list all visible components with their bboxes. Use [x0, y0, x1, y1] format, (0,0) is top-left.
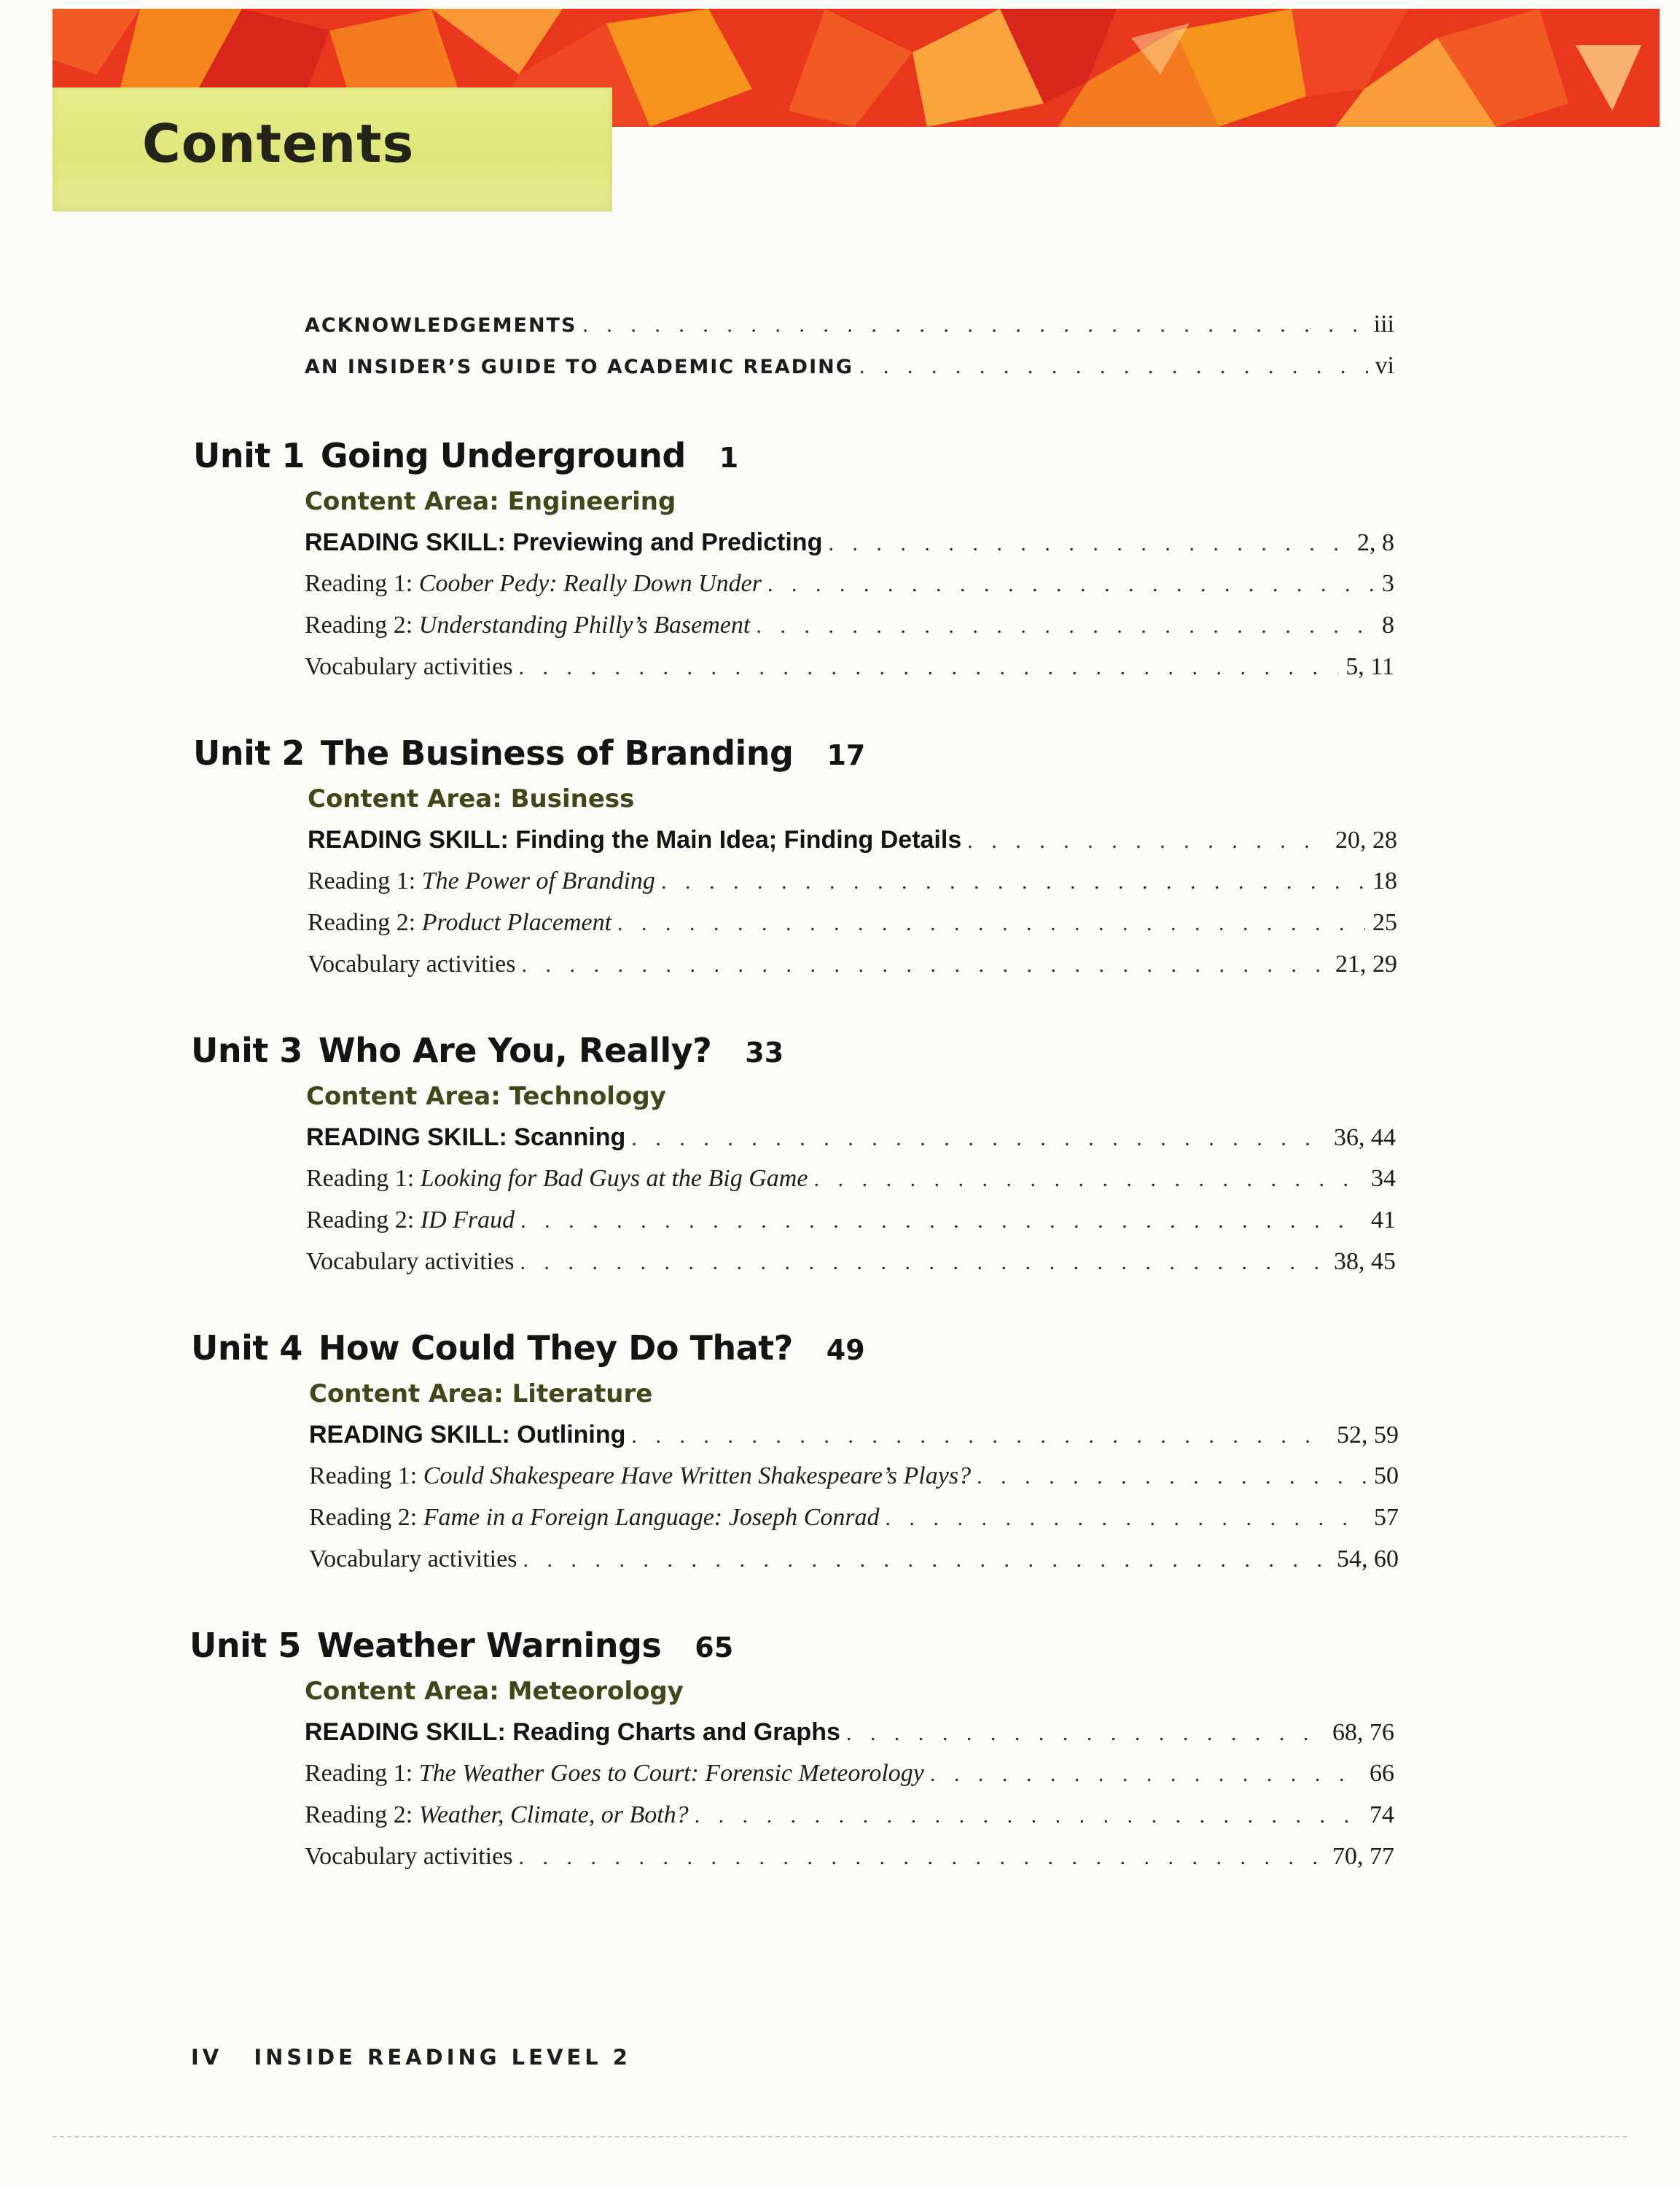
unit-page: 1	[719, 442, 739, 474]
toc-page: 68, 76	[1332, 1719, 1394, 1746]
toc-page: 8	[1382, 612, 1394, 639]
toc-page: 66	[1370, 1760, 1394, 1787]
unit-title: Who Are You, Really?	[318, 1031, 712, 1070]
skill-text: Scanning	[514, 1123, 626, 1151]
toc-label	[309, 1504, 880, 1532]
unit-3-reading-skill[interactable]	[306, 1123, 1396, 1166]
unit-5-reading-2[interactable]	[305, 1801, 1394, 1844]
reading-prefix: Reading 1:	[306, 1165, 415, 1192]
dot-leader	[518, 655, 1338, 680]
toc-page: 20, 28	[1335, 827, 1397, 854]
toc-page: 21, 29	[1335, 951, 1397, 978]
toc-label	[306, 1123, 625, 1152]
toc-page: 54, 60	[1337, 1545, 1399, 1572]
toc-page: 50	[1374, 1462, 1399, 1489]
toc-front-insiders-guide[interactable]	[305, 352, 1394, 394]
toc-label	[305, 1801, 689, 1829]
unit-5-heading[interactable]	[190, 1626, 733, 1665]
unit-page: 33	[745, 1037, 784, 1069]
toc-page: 74	[1370, 1801, 1394, 1828]
dot-leader	[582, 313, 1366, 338]
unit-label: Unit 4	[191, 1328, 302, 1368]
toc-label	[306, 1206, 515, 1234]
toc-page: 25	[1372, 909, 1397, 936]
unit-page: 49	[826, 1334, 865, 1366]
toc-label	[305, 570, 762, 598]
toc-page: 34	[1371, 1165, 1396, 1192]
toc-label	[309, 1421, 625, 1449]
dot-leader	[756, 614, 1375, 639]
toc-label: Vocabulary activities	[306, 1248, 515, 1275]
unit-2-vocabulary[interactable]	[308, 951, 1397, 993]
dot-leader	[695, 1804, 1362, 1828]
dot-leader	[930, 1762, 1362, 1787]
reading-title: Understanding Philly’s Basement	[418, 612, 751, 639]
toc-label: Vocabulary activities	[305, 653, 513, 680]
reading-title: Fame in a Foreign Language: Joseph Conrad	[423, 1504, 880, 1531]
dot-leader	[617, 911, 1365, 936]
toc-page: 18	[1372, 868, 1397, 894]
page-title: Contents	[142, 113, 415, 174]
bottom-rule	[52, 2136, 1627, 2137]
dot-leader	[520, 1250, 1327, 1275]
unit-4-reading-2[interactable]	[309, 1504, 1399, 1546]
page-folio: IV	[191, 2045, 223, 2070]
unit-title: The Business of Branding	[320, 733, 794, 773]
unit-4-vocabulary[interactable]	[309, 1545, 1399, 1588]
toc-label	[308, 826, 961, 854]
dot-leader	[767, 572, 1375, 597]
dot-leader	[631, 1424, 1329, 1449]
book-title: INSIDE READING LEVEL 2	[254, 2045, 631, 2070]
toc-page: 41	[1371, 1206, 1396, 1233]
unit-5-content-area: Content Area: Meteorology	[305, 1677, 684, 1706]
skill-text: Outlining	[517, 1421, 626, 1449]
toc-page: vi	[1375, 352, 1394, 379]
toc-label	[306, 1165, 808, 1193]
unit-4-content-area: Content Area: Literature	[309, 1379, 653, 1408]
dot-leader	[977, 1465, 1367, 1489]
unit-3-heading[interactable]	[191, 1031, 784, 1070]
reading-prefix: Reading 1:	[305, 570, 413, 597]
unit-label: Unit 1	[193, 436, 305, 475]
skill-prefix: READING SKILL:	[309, 1421, 510, 1449]
unit-label: Unit 2	[193, 733, 305, 773]
reading-prefix: Reading 1:	[309, 1462, 418, 1489]
unit-4-reading-1[interactable]	[309, 1462, 1399, 1505]
unit-1-reading-skill[interactable]	[305, 529, 1394, 571]
unit-2-reading-skill[interactable]	[308, 826, 1397, 868]
unit-5-reading-skill[interactable]	[305, 1718, 1394, 1761]
skill-prefix: READING SKILL:	[305, 529, 506, 556]
toc-label	[308, 909, 612, 937]
toc-page: 57	[1374, 1504, 1399, 1531]
unit-1-heading[interactable]	[193, 436, 738, 475]
toc-front-acknowledgements[interactable]	[305, 311, 1394, 353]
toc-label	[305, 1760, 924, 1788]
dot-leader	[886, 1506, 1367, 1531]
toc-label: ACKNOWLEDGEMENTS	[305, 314, 577, 337]
unit-page: 65	[695, 1632, 734, 1664]
unit-label: Unit 5	[190, 1626, 301, 1665]
unit-2-heading[interactable]	[193, 733, 865, 773]
reading-prefix: Reading 1:	[305, 1760, 413, 1787]
toc-label: AN INSIDER’S GUIDE TO ACADEMIC READING	[305, 356, 853, 378]
skill-prefix: READING SKILL:	[306, 1123, 507, 1151]
unit-1-reading-2[interactable]	[305, 612, 1394, 654]
unit-title: How Could They Do That?	[318, 1328, 793, 1368]
toc-label: Vocabulary activities	[305, 1843, 513, 1870]
toc-label	[305, 1718, 840, 1747]
toc-label	[309, 1462, 971, 1490]
unit-2-reading-2[interactable]	[308, 909, 1397, 951]
toc-page: 2, 8	[1357, 529, 1394, 556]
reading-title: The Power of Branding	[421, 868, 655, 894]
toc-page: 38, 45	[1334, 1248, 1396, 1275]
toc-label: Vocabulary activities	[309, 1545, 517, 1572]
unit-3-reading-2[interactable]	[306, 1206, 1396, 1249]
dot-leader	[518, 1845, 1325, 1870]
unit-3-vocabulary[interactable]	[306, 1248, 1396, 1290]
dot-leader	[661, 870, 1365, 894]
toc-label	[308, 868, 655, 895]
dot-leader	[967, 829, 1328, 854]
toc-page: 52, 59	[1337, 1422, 1399, 1449]
dot-leader	[523, 1548, 1329, 1572]
dot-leader	[813, 1167, 1364, 1192]
reading-prefix: Reading 2:	[305, 1801, 413, 1828]
reading-prefix: Reading 2:	[306, 1206, 415, 1233]
page-footer	[191, 2045, 631, 2070]
unit-3-content-area: Content Area: Technology	[306, 1082, 666, 1111]
dot-leader	[520, 1209, 1364, 1233]
unit-title: Going Underground	[320, 436, 686, 475]
unit-page: 17	[827, 739, 866, 771]
reading-prefix: Reading 1:	[308, 868, 416, 894]
toc-page: 70, 77	[1332, 1843, 1394, 1870]
reading-prefix: Reading 2:	[309, 1504, 418, 1531]
dot-leader	[521, 953, 1328, 978]
dot-leader	[631, 1126, 1327, 1151]
skill-prefix: READING SKILL:	[308, 826, 509, 854]
unit-3-reading-1[interactable]	[306, 1165, 1396, 1207]
reading-prefix: Reading 2:	[308, 909, 416, 936]
toc-page: 36, 44	[1334, 1124, 1396, 1151]
reading-title: Weather, Climate, or Both?	[418, 1801, 689, 1828]
unit-1-content-area: Content Area: Engineering	[305, 487, 676, 516]
dot-leader	[828, 531, 1350, 556]
skill-text: Reading Charts and Graphs	[512, 1718, 840, 1746]
toc-label	[305, 612, 750, 639]
toc-page: 3	[1382, 570, 1394, 597]
dot-leader	[846, 1721, 1325, 1746]
toc-label	[305, 529, 822, 557]
unit-title: Weather Warnings	[316, 1626, 662, 1665]
unit-label: Unit 3	[191, 1031, 302, 1070]
reading-prefix: Reading 2:	[305, 612, 413, 639]
toc-label: Vocabulary activities	[308, 951, 516, 978]
unit-5-vocabulary[interactable]	[305, 1843, 1394, 1885]
reading-title: ID Fraud	[420, 1206, 515, 1233]
toc-page: 5, 11	[1345, 653, 1394, 680]
skill-text: Finding the Main Idea; Finding Details	[515, 826, 962, 854]
skill-prefix: READING SKILL:	[305, 1718, 506, 1746]
reading-title: Coober Pedy: Really Down Under	[418, 570, 762, 597]
reading-title: Looking for Bad Guys at the Big Game	[420, 1165, 808, 1192]
toc-page: iii	[1373, 311, 1394, 338]
reading-title: Product Placement	[421, 909, 612, 936]
reading-title: The Weather Goes to Court: Forensic Meteorology	[418, 1760, 924, 1787]
skill-text: Previewing and Predicting	[512, 529, 823, 556]
dot-leader	[859, 354, 1368, 379]
unit-4-reading-skill[interactable]	[309, 1421, 1399, 1463]
unit-1-vocabulary[interactable]	[305, 653, 1394, 695]
unit-1-reading-1[interactable]	[305, 570, 1394, 612]
unit-5-reading-1[interactable]	[305, 1760, 1394, 1802]
reading-title: Could Shakespeare Have Written Shakespeare’s Plays?	[423, 1462, 972, 1489]
unit-2-reading-1[interactable]	[308, 868, 1397, 910]
unit-2-content-area: Content Area: Business	[308, 784, 635, 814]
unit-4-heading[interactable]	[191, 1328, 865, 1368]
